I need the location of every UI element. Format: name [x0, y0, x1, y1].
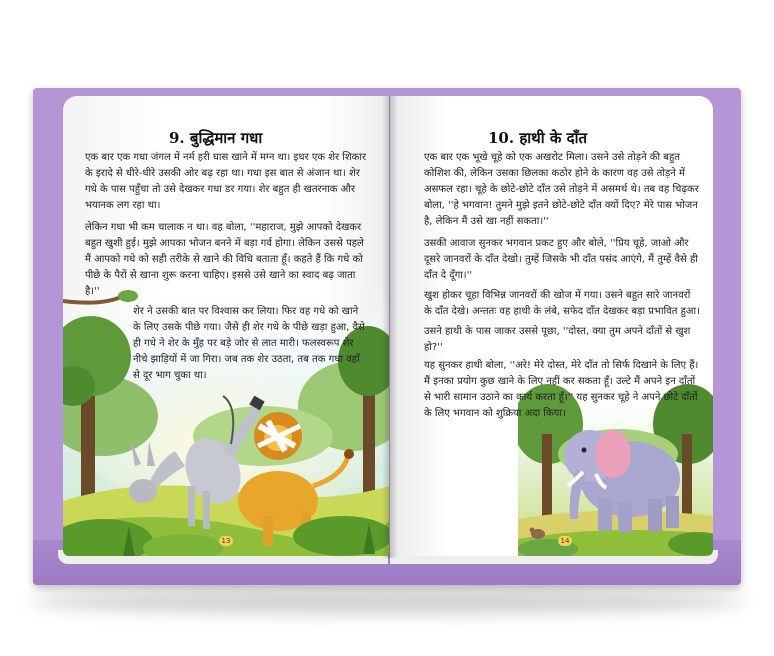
page-number: 14: [558, 536, 572, 546]
story-paragraph-2: लेकिन गधा भी कम चालाक न था। वह बोला, ''महाराज, मुझे आपको देखकर बहुत खुशी हुई। मुझे आपका भोजन बनने में बड़ा गर्व होगा। लेकिन उससे पहले मैं आपको गधे को सही तरीके से खाने की विधि बताता हूँ। कहते हैं कि गधे को पीछे के पैरों से खाना शुरू करना चाहिए। इससे उसे खाने का स्वाद बढ़ जाता है।'': [85, 222, 364, 297]
story-paragraph-5: यह सुनकर हाथी बोला, ''अरे! मेरे दोस्त, मेरे दाँत तो सिर्फ दिखाने के लिए हैं। मैं इनका प्रयोग कुछ खाने के लिए नहीं कर सकता हूँ। उल्टे मैं अपने इन दाँतों से भारी सामान उठाने का कार्य करता हूँ।'' यह सुनकर चूहे ने अपने छोटे दाँतों के लिए भगवान को शुक्रिया अदा किया।: [424, 360, 699, 419]
story-paragraph-1: एक बार एक भूखे चूहे को एक अखरोट मिला। उसने उसे तोड़ने की बहुत कोशिश की, लेकिन उसका छिलका कठोर होने के कारण वह उसे तोड़ने में असफल रहा। चूहे के छोटे-छोटे दाँत उसे तोड़ने में असमर्थ थे। तब वह चिढ़कर बोला, ''हे भगवान! तुमने मुझे इतने छोटे-छोटे दाँत क्यों दिए? मेरे पास भोजन है, लेकिन मैं उसे खा नहीं सकता।'': [424, 152, 699, 227]
left-page: [63, 96, 389, 556]
story-paragraph-2: उसकी आवाज सुनकर भगवान प्रकट हुए और बोले, ''प्रिय चूहे, जाओ और दूसरे जानवरों के दाँत देखो। तुम्हें जिसके भी दाँत पसंद आएंगे, मैं तुम्हें वैसे ही दाँत दे दूँगा।'': [424, 238, 698, 281]
story-paragraph-4: उसने हाथी के पास जाकर उससे पूछा, ''दोस्त, क्या तुम अपने दाँतों से खुश हो?'': [424, 326, 691, 353]
book-shadow: [30, 588, 745, 614]
story-title: 9. बुद्धिमान गधा: [169, 129, 263, 147]
page-number: 13: [219, 536, 233, 546]
right-page: [390, 96, 713, 556]
story-paragraph-3: खुश होकर चूहा विभिन्न जानवरों की खोज में गया। उसने बहुत सारे जानवरों के दाँत देखे। अन्ततः वह हाथी के लंबे, सफेद दाँत देखकर बड़ा प्रभावित हुआ।: [424, 290, 700, 317]
story-paragraph-3: शेर ने उसकी बात पर विश्वास कर लिया। फिर वह गधे को खाने के लिए उसके पीछे गया। जैसे ही शेर गधे के पीछे खड़ा हुआ, वैसे ही गधे ने शेर के मुँह पर बड़े जोर से लात मारी। फलस्वरूप शेर नीचे झाड़ियों में जा गिरा। जब तक शेर उठता, तब तक गधा वहाँ से दूर भाग चुका था।: [133, 306, 365, 381]
story-title: 10. हाथी के दाँत: [488, 129, 588, 147]
story-paragraph-1: एक बार एक गधा जंगल में नर्म हरी घास खाने में मग्न था। इधर एक शेर शिकार के इरादे से धीरे-धीरे उसकी ओर बढ़ रहा था। गधा इस बात से अंजान था। शेर गधे के पास पहुँचा तो उसे देखकर गधा डर गया। शेर बहुत ही खतरनाक और भयानक लग रहा था।: [85, 152, 367, 211]
book-gutter: [382, 96, 398, 558]
